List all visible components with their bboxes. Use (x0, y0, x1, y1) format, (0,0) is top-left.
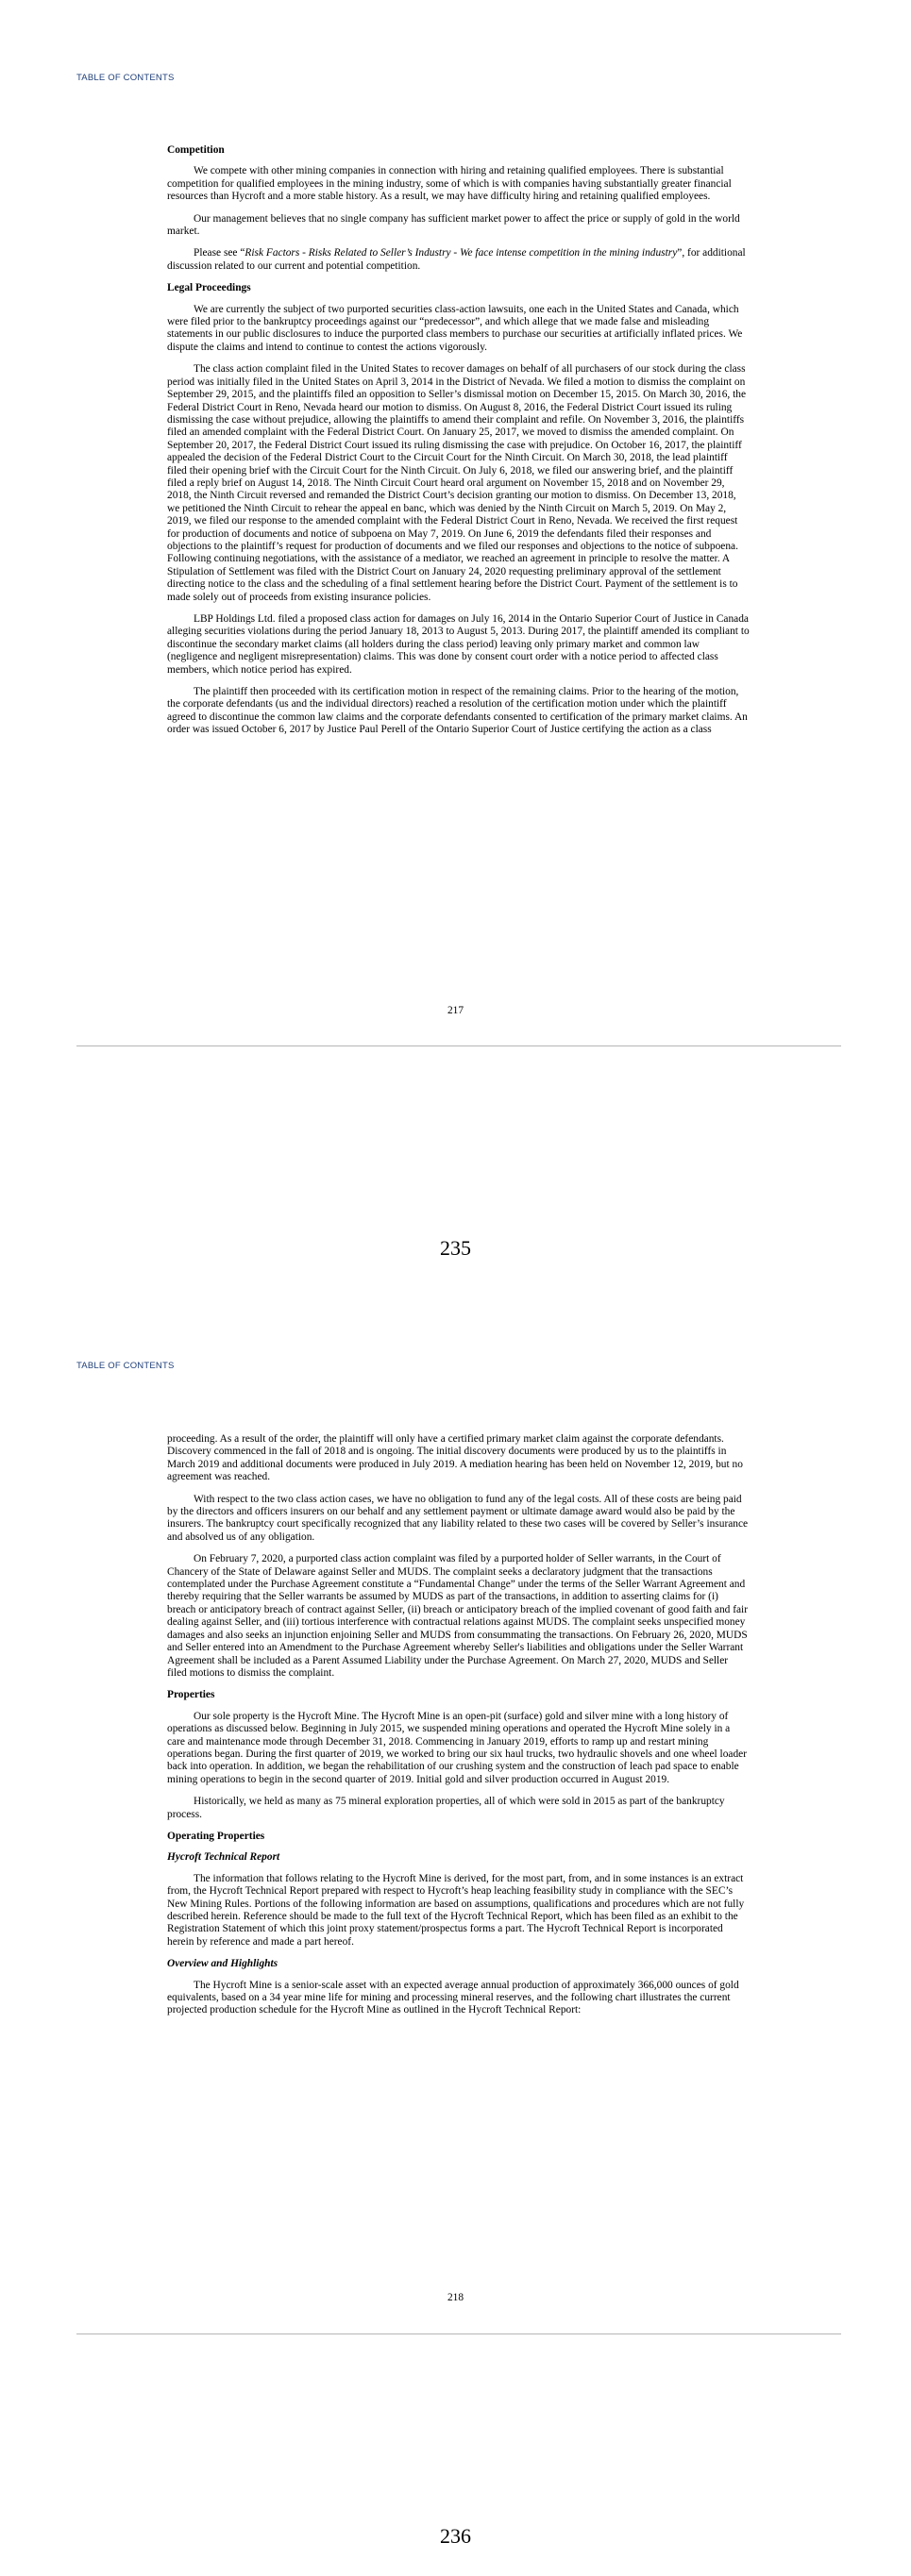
legal-paragraph: We are currently the subject of two purported securities class-action lawsuits, one each in the United States and Canada, which were filed prior to the bankruptcy proceedings against our “predecessor”, and which allege that we made false and misleading statements in our public disclosures to induce the purported class members to purchase our securities at artificially inflated prices. We dispute the claims and intend to continue to contest the actions vigorously. (167, 303, 743, 353)
overview-paragraph: The Hycroft Mine is a senior-scale asset with an expected average annual production of approximately 366,000 ounces of gold equivalents, based on a 34 year mine life for mining and processing mineral reserves, and the following chart illustrates the current projected production schedule for the Hycroft Mine as outlined in the Hycroft Technical Report: (167, 1979, 739, 2016)
page-2-body (167, 1433, 750, 2027)
operating-properties-heading: Operating Properties (167, 1830, 265, 1842)
sequence-number: 236 (440, 2524, 471, 2548)
table-of-contents-link[interactable]: TABLE OF CONTENTS (76, 73, 175, 83)
competition-paragraph: Our management believes that no single company has sufficient market power to affect the price or supply of gold in the world market. (167, 212, 740, 238)
legal-paragraph: With respect to the two class action cases, we have no obligation to fund any of the legal costs. All of these costs are being paid by the directors and officers insurers on our behalf and any settlement payment or ultimate damage award would also be paid by the insurers. The bankruptcy court specifically recognized that any liability related to these two cases will be covered by Seller’s insurance and absolved us of any obligation. (167, 1493, 749, 1543)
legal-paragraph: On February 7, 2020, a purported class action complaint was filed by a purported holder of Seller warrants, in the Court of Chancery of the State of Delaware against Seller and MUDS. The complaint seeks a declaratory judgment that the transactions contemplated under the Purchase Agreement constitute a “Fundamental Change” under the terms of the Seller Warrant Agreement and thereby requiring that the Seller warrants be assumed by MUDS as part of the transactions, in addition to asserting claims for (i) breach or anticipatory breach of contract against Seller, (ii) breach or anticipatory breach of the implied covenant of good faith and fair dealing against Seller, and (iii) tortious interference with contractual relations against MUDS. The complaint seeks unspecified money damages and also seeks an injunction enjoining Seller and MUDS from consummating the transactions. On February 26, 2020, MUDS and Seller entered into an Amendment to the Purchase Agreement whereby Seller's liabilities and obligations under the Seller Warrant Agreement shall be included as a Parent Assumed Liability under the Purchase Agreement. On March 27, 2020, MUDS and Seller filed motions to dismiss the complaint. (167, 1553, 749, 1679)
technical-report-heading: Hycroft Technical Report (167, 1851, 280, 1864)
page-number: 217 (447, 1005, 464, 1016)
properties-paragraph: Historically, we held as many as 75 mineral exploration properties, all of which were sold in 2015 as part of the bankruptcy process. (167, 1796, 725, 1820)
legal-paragraph: The plaintiff then proceeded with its certification motion in respect of the remaining claims. Prior to the hearing of the motion, the corporate defendants (us and the individual directors) reached a resolution of the certification motion under which the plaintiff agreed to discontinue the common law claims and the corporate defendants consented to certification of the primary market claims. An order was issued October 6, 2017 by Justice Paul Perell of the Ontario Superior Court of Justice certifying the action as a class (167, 686, 748, 736)
legal-paragraph: The class action complaint filed in the United States to recover damages on behalf of all purchasers of our stock during the class period was initially filed in the United States on April 3, 2014 in the District of Nevada. We filed a motion to dismiss the complaint on September 29, 2015, and the plaintiffs filed an opposition to Seller’s dismissal motion on December 15, 2015. On March 30, 2016, the Federal District Court in Reno, Nevada heard our motion to dismiss. On August 8, 2016, the Federal District Court issued its ruling dismissing the case without prejudice, allowing the plaintiffs to amend their complaint and refile. On November 3, 2016, the plaintiffs filed an amended complaint with the Federal District Court. On January 25, 2017, we moved to dismiss the amended complaint. On September 20, 2017, the Federal District Court issued its ruling dismissing the case with prejudice. On October 16, 2017, the plaintiff appealed the decision of the Federal District Court to the Circuit Court for the Ninth Circuit. On March 30, 2018, the lead plaintiff filed their opening brief with the Circuit Court for the Ninth Circuit. On July 6, 2018, we filed our answering brief, and the plaintiff filed a reply brief on August 14, 2018. The Ninth Circuit Court heard oral argument on November 15, 2018 and on November 29, 2018, the Ninth Circuit reversed and remanded the District Court’s decision granting our motion to dismiss. On December 13, 2018, we petitioned the Ninth Circuit to rehear the appeal en banc, which was denied by the Ninth Circuit on March 5, 2019. On May 2, 2019, we filed our response to the amended complaint with the Federal District Court in Reno, Nevada. We received the first request for production of documents and notice of subpoena on May 7, 2019. On June 6, 2019 the defendants filed their responses and objections to the plaintiff’s request for production of documents and we filed our responses and objections to the notice of subpoena. Following continuing negotiations, with the assistance of a mediator, we reached an agreement in principle to resolve the matter. A Stipulation of Settlement was filed with the District Court on January 24, 2020 requesting preliminary approval of the settlement directing notice to the class and the scheduling of a final settlement hearing before the District Court. Payment of the settlement is to made solely out of proceeds from existing insurance policies. (167, 363, 746, 603)
table-of-contents-link[interactable]: TABLE OF CONTENTS (76, 1361, 175, 1371)
legal-proceedings-heading: Legal Proceedings (167, 282, 251, 294)
page-divider (76, 1045, 841, 1046)
legal-paragraph: LBP Holdings Ltd. filed a proposed class action for damages on July 16, 2014 in the Ontario Superior Court of Justice in Canada alleging securities violations during the period January 18, 2013 to August 5, 2013. During 2017, the plaintiff amended its compliant to discontinue the secondary market claims (all holders during the class period) leaving only primary market and common law (negligence and negligent misrepresentation) claims. This was done by consent court order with a notice period to affected class members, which notice period has expired. (167, 613, 750, 676)
properties-paragraph: Our sole property is the Hycroft Mine. The Hycroft Mine is an open-pit (surface) gold and silver mine with a long history of operations as discussed below. Beginning in July 2015, we suspended mining operations and operated the Hycroft Mine solely in a care and maintenance mode through December 31, 2018. Commencing in January 2019, efforts to ramp up and restart mining operations began. During the first quarter of 2019, we worked to bring our six haul trucks, two hydraulic shovels and one wheel loader back into operation. In addition, we began the rehabilitation of our crushing system and the construction of leach pad space to enable mining operations to begin in the second quarter of 2019. Initial gold and silver production occurred in August 2019. (167, 1710, 747, 1785)
legal-paragraph-continued: proceeding. As a result of the order, the plaintiff will only have a certified primary market claim against the corporate defendants. Discovery commenced in the fall of 2018 and is ongoing. The initial discovery documents were produced by us to the plaintiffs in March 2019 and additional documents were produced in July 2019. A mediation hearing has been held on November 12, 2019, but no agreement was reached. (167, 1433, 743, 1483)
competition-paragraph: We compete with other mining companies in connection with hiring and retaining qualified employees. There is substantial competition for qualified employees in the mining industry, some of which is with companies having substantially greater financial resources than Hycroft and a more stable history. As a result, we may have difficulty hiring and retaining qualified employees. (167, 165, 732, 203)
competition-paragraph (167, 247, 750, 273)
overview-heading: Overview and Highlights (167, 1958, 278, 1970)
risk-factors-reference: Risk Factors - Risks Related to Seller’s Industry - We face intense competition in the mining industry (245, 247, 678, 259)
competition-heading: Competition (167, 144, 225, 156)
page-1-body (167, 144, 750, 746)
quote-open: Please see “ (194, 247, 245, 259)
sequence-number: 235 (440, 1236, 471, 1260)
technical-report-paragraph: The information that follows relating to the Hycroft Mine is derived, for the most part, from, and in some instances is an extract from, the Hycroft Technical Report prepared with respect to Hycroft’s heap leaching feasibility study in compliance with the SEC’s New Mining Rules. Portions of the following information are based on assumptions, qualifications and procedures which are not fully described herein. Reference should be made to the full text of the Hycroft Technical Report, which has been filed as an exhibit to the Registration Statement of which this joint proxy statement/prospectus forms a part. The Hycroft Technical Report is incorporated herein by reference and made a part hereof. (167, 1872, 745, 1948)
quote-close: ”, for additional discussion related to our current and potential competition. (167, 247, 746, 272)
properties-heading: Properties (167, 1689, 215, 1701)
page-number: 218 (447, 2292, 464, 2303)
page-divider (76, 2333, 841, 2334)
document-page-2 (0, 1288, 911, 2576)
